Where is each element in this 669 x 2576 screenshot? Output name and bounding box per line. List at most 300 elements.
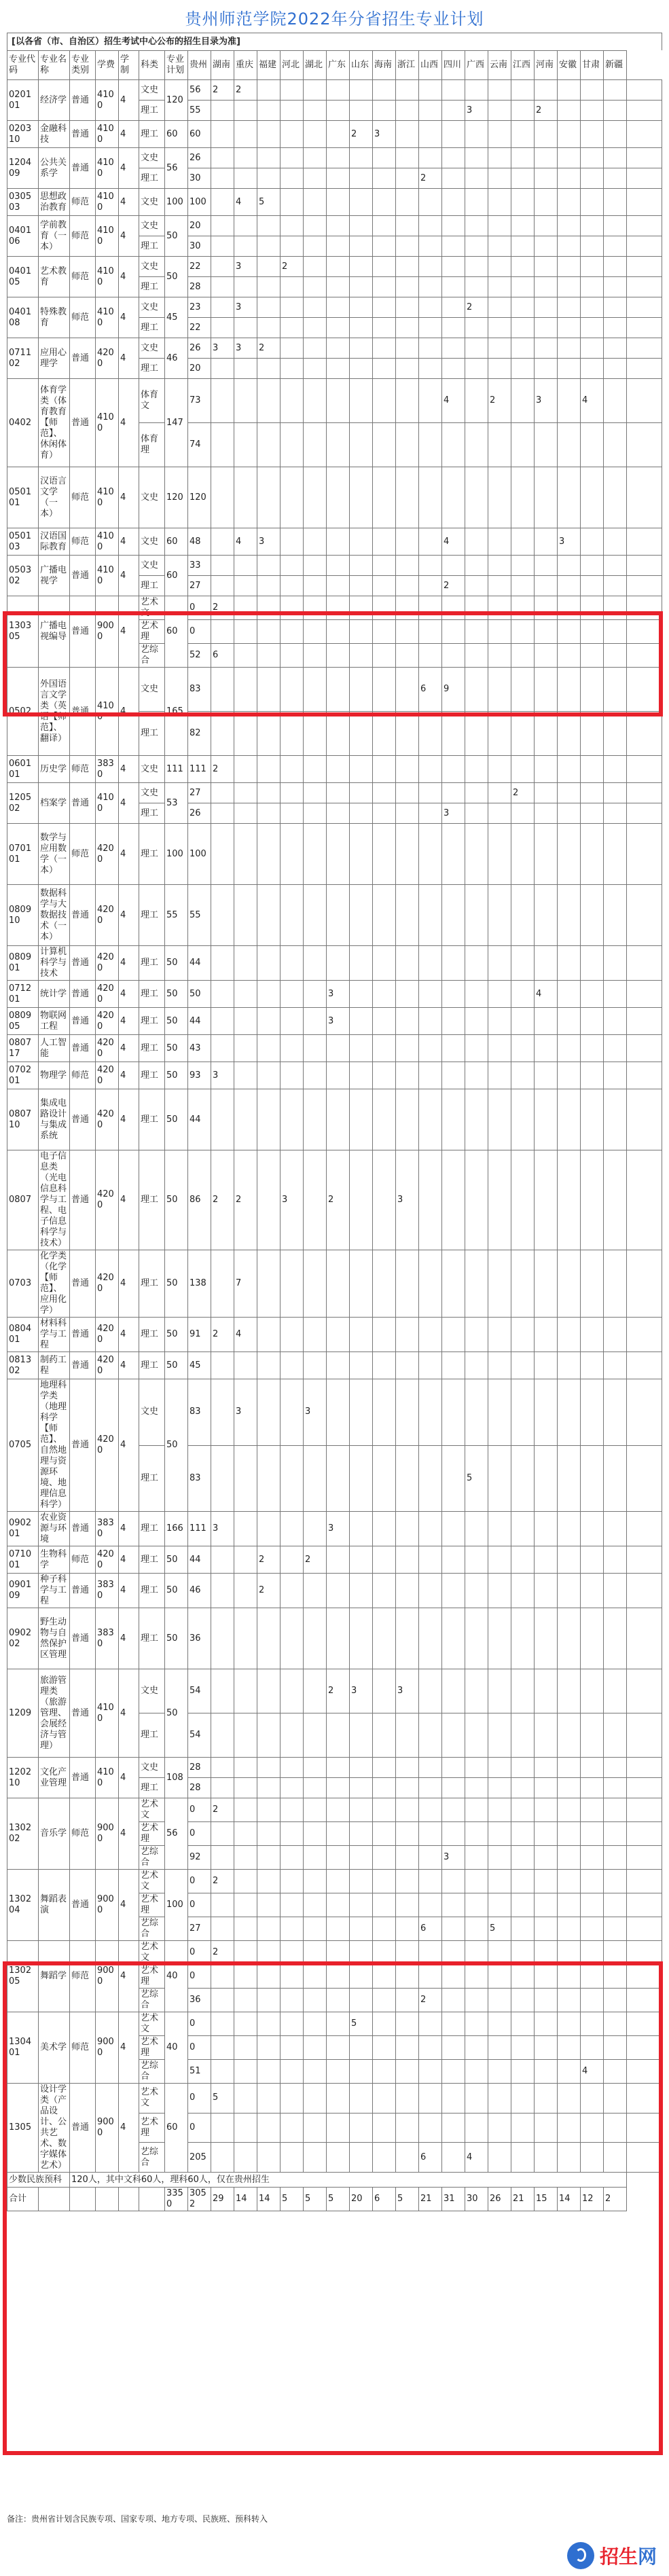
province-count: [281, 1917, 304, 1941]
study-years: 4: [119, 1150, 139, 1250]
province-count: [281, 1546, 304, 1574]
subject-category: 艺综合: [139, 2143, 165, 2173]
province-count: [234, 1798, 257, 1822]
province-count: 3: [257, 528, 281, 556]
study-years: 4: [119, 2084, 139, 2173]
province-count: [627, 189, 662, 216]
province-count: [327, 1965, 350, 1989]
province-count: [257, 2012, 281, 2036]
major-plan: 50: [165, 257, 188, 297]
province-count: [396, 1546, 419, 1574]
province-count: [234, 168, 257, 189]
province-count: [488, 1822, 511, 1846]
province-count: [558, 379, 581, 423]
province-count: [488, 467, 511, 528]
province-count: [373, 359, 396, 379]
guizhou-count: 20: [188, 216, 211, 236]
province-count: [558, 359, 581, 379]
province-count: [511, 824, 535, 885]
province-count: [558, 2143, 581, 2173]
province-count: [558, 620, 581, 644]
guizhou-count: 86: [188, 1150, 211, 1250]
province-count: [211, 1574, 234, 1608]
table-row: [7, 80, 662, 101]
guizhou-count: 28: [188, 1778, 211, 1798]
guizhou-count: 48: [188, 528, 211, 556]
province-count: [304, 277, 327, 297]
province-count: [396, 1445, 419, 1512]
province-count: [465, 756, 488, 783]
logo-icon: [567, 2542, 594, 2569]
province-count: [604, 528, 627, 556]
table-row: [7, 1574, 662, 1608]
tuition-fee: 9000: [96, 596, 119, 668]
table-row: [7, 467, 662, 528]
province-count: [234, 1846, 257, 1870]
province-count: [581, 1062, 604, 1089]
tuition-fee: 4100: [96, 783, 119, 824]
province-count: [465, 1150, 488, 1250]
subject-category: 理工: [139, 1608, 165, 1669]
province-count: [304, 257, 327, 277]
province-count: [442, 148, 465, 168]
major-type: 师范: [70, 189, 96, 216]
province-count: [535, 1574, 558, 1608]
province-count: [488, 236, 511, 257]
guizhou-count: 27: [188, 576, 211, 596]
province-count: [465, 1669, 488, 1713]
province-count: [465, 1893, 488, 1917]
province-count: [581, 885, 604, 946]
province-count: [396, 101, 419, 121]
province-count: [558, 1352, 581, 1379]
province-count: [373, 1608, 396, 1669]
guizhou-count: 33: [188, 556, 211, 576]
province-count: [373, 101, 396, 121]
province-count: [257, 1379, 281, 1446]
province-count: [511, 1758, 535, 1778]
province-count: 2: [419, 1989, 442, 2012]
province-count: [627, 101, 662, 121]
major-type: 普通: [70, 1089, 96, 1150]
study-years: 4: [119, 257, 139, 297]
province-count: [627, 1352, 662, 1379]
column-header: 云南: [488, 51, 511, 80]
subject-category: 理工: [139, 1352, 165, 1379]
subject-category: 艺术理: [139, 1965, 165, 1989]
province-count: [465, 528, 488, 556]
province-count: [396, 277, 419, 297]
total-value: 31: [442, 2188, 465, 2211]
major-name: 广播电视编导: [39, 596, 70, 668]
province-count: [627, 318, 662, 338]
province-count: [511, 467, 535, 528]
subject-category: 理工: [139, 1512, 165, 1546]
province-count: [234, 2113, 257, 2143]
province-count: [627, 712, 662, 756]
subject-category: 文史: [139, 1669, 165, 1713]
province-count: [211, 2113, 234, 2143]
province-count: [396, 1608, 419, 1669]
province-count: [558, 423, 581, 467]
province-count: [488, 644, 511, 668]
subject-category: 理工: [139, 121, 165, 148]
province-count: [627, 2084, 662, 2114]
province-count: [257, 712, 281, 756]
province-count: [488, 121, 511, 148]
province-count: [373, 1318, 396, 1352]
province-count: [350, 236, 373, 257]
province-count: [257, 1669, 281, 1713]
column-header: 重庆: [234, 51, 257, 80]
province-count: [442, 1669, 465, 1713]
province-count: [211, 620, 234, 644]
province-count: [327, 2084, 350, 2114]
province-count: [604, 1669, 627, 1713]
province-count: [327, 2143, 350, 2173]
total-value: 14: [558, 2188, 581, 2211]
province-count: [373, 803, 396, 824]
table-row: [7, 1758, 662, 1778]
province-count: [442, 297, 465, 318]
major-code: 0807: [7, 1150, 39, 1250]
study-years: 4: [119, 338, 139, 379]
province-count: [373, 1546, 396, 1574]
province-count: [396, 2012, 419, 2036]
major-plan: 50: [165, 1062, 188, 1089]
province-count: [627, 1318, 662, 1352]
subject-category: 文史: [139, 1379, 165, 1446]
subject-category: 文史: [139, 668, 165, 712]
major-code: 130205: [7, 1941, 39, 2012]
tuition-fee: 4200: [96, 1546, 119, 1574]
column-header: 新疆: [604, 51, 627, 80]
province-count: [442, 2060, 465, 2084]
province-count: 2: [442, 576, 465, 596]
province-count: [465, 1089, 488, 1150]
table-row: [7, 1250, 662, 1318]
province-count: [488, 1512, 511, 1546]
major-plan: 120: [165, 467, 188, 528]
major-type: 普通: [70, 981, 96, 1008]
province-count: [581, 2084, 604, 2114]
major-plan: 50: [165, 1008, 188, 1035]
province-count: [373, 2012, 396, 2036]
province-count: [396, 756, 419, 783]
province-count: [419, 338, 442, 359]
province-count: [396, 1318, 419, 1352]
province-count: [581, 168, 604, 189]
province-count: [465, 257, 488, 277]
province-count: [558, 803, 581, 824]
guizhou-count: 52: [188, 644, 211, 668]
province-count: [604, 1352, 627, 1379]
major-plan: 50: [165, 1150, 188, 1250]
province-count: [558, 885, 581, 946]
province-count: [604, 2113, 627, 2143]
province-count: [558, 297, 581, 318]
province-count: [465, 338, 488, 359]
province-count: [211, 1965, 234, 1989]
province-count: [211, 1778, 234, 1798]
province-count: [488, 2084, 511, 2114]
major-code: 090201: [7, 1512, 39, 1546]
province-count: [419, 297, 442, 318]
guizhou-count: 60: [188, 121, 211, 148]
province-count: [465, 783, 488, 803]
province-count: [281, 338, 304, 359]
province-count: [558, 824, 581, 885]
province-count: [211, 236, 234, 257]
province-count: [373, 1798, 396, 1822]
province-count: [373, 556, 396, 576]
province-count: 4: [234, 1318, 257, 1352]
province-count: [535, 1893, 558, 1917]
province-count: [488, 1798, 511, 1822]
guizhou-count: 27: [188, 1917, 211, 1941]
province-count: 3: [327, 1512, 350, 1546]
province-count: [211, 101, 234, 121]
province-count: [535, 668, 558, 712]
major-type: 普通: [70, 1150, 96, 1250]
province-count: [442, 783, 465, 803]
province-count: [257, 257, 281, 277]
province-count: [488, 277, 511, 297]
province-count: [281, 620, 304, 644]
province-count: [396, 1778, 419, 1798]
province-count: [465, 467, 488, 528]
subject-category: 文史: [139, 756, 165, 783]
province-count: [627, 1445, 662, 1512]
province-count: [535, 423, 558, 467]
subject-category: 理工: [139, 803, 165, 824]
province-count: [373, 423, 396, 467]
province-count: [373, 379, 396, 423]
total-value: 3052: [188, 2188, 211, 2211]
province-count: [465, 1713, 488, 1758]
province-count: [234, 1870, 257, 1893]
province-count: [373, 1917, 396, 1941]
province-count: [304, 2012, 327, 2036]
province-count: [627, 1512, 662, 1546]
province-count: [419, 359, 442, 379]
province-count: [373, 189, 396, 216]
guizhou-count: 100: [188, 824, 211, 885]
guizhou-count: 36: [188, 1608, 211, 1669]
major-plan: 50: [165, 1250, 188, 1318]
province-count: [257, 803, 281, 824]
province-count: [373, 1822, 396, 1846]
province-count: [257, 756, 281, 783]
province-count: [373, 885, 396, 946]
province-count: 2: [327, 1669, 350, 1713]
province-count: [604, 1822, 627, 1846]
major-name: 舞蹈表演: [39, 1870, 70, 1941]
province-count: [304, 528, 327, 556]
province-count: [257, 946, 281, 981]
table-row: [7, 1008, 662, 1035]
province-count: [604, 338, 627, 359]
major-name: 物理学: [39, 1062, 70, 1089]
province-count: [511, 1318, 535, 1352]
column-header: 科类: [139, 51, 165, 80]
major-code: 081302: [7, 1352, 39, 1379]
subject-category: 艺术文: [139, 1870, 165, 1893]
province-count: [488, 981, 511, 1008]
tuition-fee: 4100: [96, 148, 119, 189]
province-count: [558, 1062, 581, 1089]
province-count: [627, 423, 662, 467]
province-count: [304, 379, 327, 423]
province-count: [327, 1250, 350, 1318]
province-count: [396, 1512, 419, 1546]
major-plan: 50: [165, 1352, 188, 1379]
province-count: [373, 2036, 396, 2060]
province-count: 4: [442, 528, 465, 556]
major-code: 080717: [7, 1035, 39, 1062]
province-count: [581, 1379, 604, 1446]
province-count: 3: [442, 803, 465, 824]
province-count: [419, 981, 442, 1008]
province-count: [327, 620, 350, 644]
province-count: [350, 297, 373, 318]
study-years: 4: [119, 1941, 139, 2012]
province-count: [627, 1608, 662, 1669]
province-count: [304, 1608, 327, 1669]
province-count: [257, 2060, 281, 2084]
province-count: [488, 1062, 511, 1089]
guizhou-count: 93: [188, 1062, 211, 1089]
major-name: 文化产业管理: [39, 1758, 70, 1798]
province-count: [257, 1846, 281, 1870]
province-count: [581, 80, 604, 101]
guizhou-count: 0: [188, 2012, 211, 2036]
province-count: [558, 1798, 581, 1822]
table-row: [7, 379, 662, 423]
province-count: [511, 803, 535, 824]
major-name: 地理科学类（地理科学【师范】、自然地理与资源环境、地理信息科学）: [39, 1379, 70, 1512]
province-count: [488, 189, 511, 216]
province-count: [465, 1250, 488, 1318]
province-count: [604, 620, 627, 644]
tuition-fee: 4200: [96, 1379, 119, 1512]
province-count: [281, 1669, 304, 1713]
province-count: [488, 2036, 511, 2060]
province-count: [396, 783, 419, 803]
column-header: 学制: [119, 51, 139, 80]
subject-category: 艺术理: [139, 2113, 165, 2143]
province-count: [396, 168, 419, 189]
province-count: [604, 379, 627, 423]
province-count: [211, 1917, 234, 1941]
province-count: [211, 1713, 234, 1758]
major-code: 070201: [7, 1062, 39, 1089]
province-count: [281, 297, 304, 318]
province-count: 2: [257, 338, 281, 359]
major-type: 师范: [70, 1941, 96, 2012]
province-count: [511, 1965, 535, 1989]
province-count: [327, 1546, 350, 1574]
province-count: [373, 148, 396, 168]
province-count: [396, 189, 419, 216]
guizhou-count: 111: [188, 1512, 211, 1546]
province-count: [627, 1250, 662, 1318]
province-count: [327, 1917, 350, 1941]
province-count: [281, 528, 304, 556]
province-count: [442, 1352, 465, 1379]
province-count: [558, 1846, 581, 1870]
province-count: [581, 236, 604, 257]
province-count: [535, 2113, 558, 2143]
province-count: [442, 236, 465, 257]
guizhou-count: 22: [188, 257, 211, 277]
province-count: [396, 297, 419, 318]
major-name: 农业资源与环境: [39, 1512, 70, 1546]
province-count: [581, 712, 604, 756]
province-count: 3: [211, 338, 234, 359]
province-count: [558, 189, 581, 216]
province-count: [535, 885, 558, 946]
province-count: [234, 1608, 257, 1669]
subject-category: 体育文: [139, 379, 165, 423]
table-header-row: [7, 51, 662, 80]
province-count: [327, 1941, 350, 1965]
province-count: [234, 1574, 257, 1608]
province-count: [281, 236, 304, 257]
province-count: [488, 1778, 511, 1798]
province-count: [581, 359, 604, 379]
major-type: 普通: [70, 1352, 96, 1379]
table-row: [7, 981, 662, 1008]
province-count: [327, 101, 350, 121]
study-years: 4: [119, 556, 139, 596]
province-count: [327, 596, 350, 620]
province-count: [627, 1846, 662, 1870]
province-count: [211, 712, 234, 756]
province-count: [304, 824, 327, 885]
province-count: [627, 297, 662, 318]
province-count: [488, 1893, 511, 1917]
province-count: [327, 359, 350, 379]
province-count: [304, 1062, 327, 1089]
column-header: 河南: [535, 51, 558, 80]
province-count: 2: [234, 80, 257, 101]
province-count: [511, 1352, 535, 1379]
province-count: [511, 2113, 535, 2143]
province-count: [465, 946, 488, 981]
province-count: [488, 1445, 511, 1512]
subject-category: 理工: [139, 576, 165, 596]
major-code: 080901: [7, 946, 39, 981]
major-plan: 100: [165, 189, 188, 216]
province-count: [281, 318, 304, 338]
province-count: [604, 467, 627, 528]
major-code: 120502: [7, 783, 39, 824]
province-count: [281, 1445, 304, 1512]
province-count: [465, 277, 488, 297]
major-name: 美术学: [39, 2012, 70, 2084]
plan-table: [7, 50, 662, 2211]
province-count: [535, 1512, 558, 1546]
province-count: [604, 2012, 627, 2036]
province-count: [465, 148, 488, 168]
column-header: 山东: [350, 51, 373, 80]
province-count: [581, 2143, 604, 2173]
province-count: [558, 1713, 581, 1758]
province-count: 2: [211, 1941, 234, 1965]
guizhou-count: 0: [188, 1822, 211, 1846]
study-years: 4: [119, 1352, 139, 1379]
